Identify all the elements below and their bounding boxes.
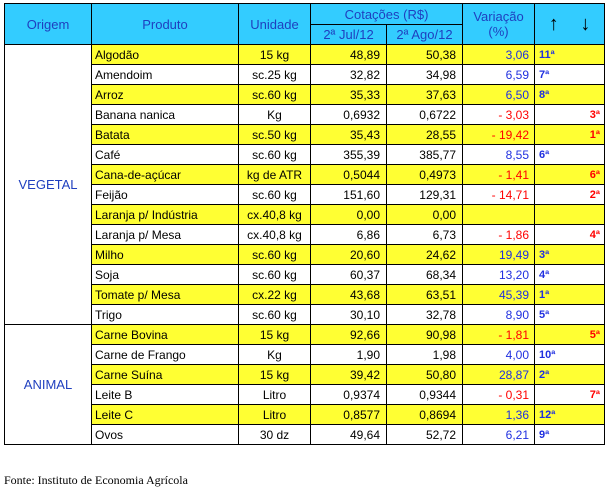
rank-up: 9ª [539,428,550,441]
cell-rank [535,245,605,265]
arrow-up-icon: ↑ [548,12,559,35]
cell-variacao: 3,06 [463,45,535,65]
table-row [5,425,605,445]
table-row [5,325,605,345]
cell-produto: Soja [92,265,239,285]
cell-produto: Batata [92,125,239,145]
table-header [5,4,605,45]
cell-variacao: 8,90 [463,305,535,325]
rank-up: 5ª [539,308,550,321]
cell-rank [535,165,605,185]
group-animal: ANIMAL [5,325,92,445]
table-row [5,65,605,85]
cell-variacao: - 3,03 [463,105,535,125]
cell-ago: 28,55 [387,125,463,145]
cell-jul: 32,82 [311,65,387,85]
cell-ago: 0,8694 [387,405,463,425]
cell-ago: 37,63 [387,85,463,105]
table-row [5,145,605,165]
cell-rank [535,85,605,105]
cell-unidade: sc.60 kg [239,185,311,205]
cell-produto: Arroz [92,85,239,105]
cell-unidade: Kg [239,105,311,125]
cell-produto: Milho [92,245,239,265]
cell-jul: 35,33 [311,85,387,105]
table-row [5,45,605,65]
cell-rank [535,105,605,125]
cell-variacao: 1,36 [463,405,535,425]
cell-rank [535,205,605,225]
cell-rank [535,285,605,305]
rank-down: 1ª [589,128,600,141]
quotes-table [4,3,605,445]
cell-unidade: cx.40,8 kg [239,225,311,245]
cell-unidade: kg de ATR [239,165,311,185]
cell-rank [535,185,605,205]
cell-unidade: 15 kg [239,45,311,65]
cell-rank [535,385,605,405]
rank-up: 12ª [539,408,556,421]
cell-jul: 35,43 [311,125,387,145]
cell-variacao: - 14,71 [463,185,535,205]
cell-ago: 129,31 [387,185,463,205]
cell-ago: 63,51 [387,285,463,305]
rank-down: 4ª [589,228,600,241]
cell-ago: 0,6722 [387,105,463,125]
cell-produto: Laranja p/ Mesa [92,225,239,245]
cell-unidade: cx.40,8 kg [239,205,311,225]
cell-unidade: 15 kg [239,365,311,385]
cell-rank [535,225,605,245]
cell-unidade: 15 kg [239,325,311,345]
cell-produto: Ovos [92,425,239,445]
cell-ago: 385,77 [387,145,463,165]
cell-rank [535,65,605,85]
table-row [5,285,605,305]
cell-variacao: - 1,41 [463,165,535,185]
cell-produto: Algodão [92,45,239,65]
table-row [5,345,605,365]
cell-jul: 1,90 [311,345,387,365]
cell-unidade: sc.60 kg [239,85,311,105]
rank-up: 11ª [539,48,555,61]
rank-up: 1ª [539,288,550,301]
cell-jul: 30,10 [311,305,387,325]
rank-up: 6ª [539,148,550,161]
cell-unidade: sc.60 kg [239,265,311,285]
cell-rank [535,145,605,165]
cell-rank [535,425,605,445]
cell-jul: 0,6932 [311,105,387,125]
cell-variacao: - 0,31 [463,385,535,405]
cell-unidade: 30 dz [239,425,311,445]
table-row [5,365,605,385]
cell-jul: 0,5044 [311,165,387,185]
arrow-down-icon: ↓ [580,12,591,35]
rank-up: 2ª [539,368,550,381]
cell-jul: 60,37 [311,265,387,285]
cell-ago: 68,34 [387,265,463,285]
cell-jul: 355,39 [311,145,387,165]
header-ago: 2ª Ago/12 [387,25,463,45]
cell-unidade: sc.25 kg [239,65,311,85]
rank-down: 3ª [589,108,600,121]
cell-unidade: Litro [239,405,311,425]
cell-produto: Leite C [92,405,239,425]
cell-variacao: - 1,81 [463,325,535,345]
cell-variacao: 6,59 [463,65,535,85]
table-row [5,385,605,405]
cell-ago: 50,38 [387,45,463,65]
table-row [5,405,605,425]
table-row [5,165,605,185]
cell-ago: 34,98 [387,65,463,85]
cell-variacao [463,205,535,225]
table-row [5,265,605,285]
cell-jul: 43,68 [311,285,387,305]
rank-down: 7ª [589,388,600,401]
cell-unidade: sc.60 kg [239,305,311,325]
cell-variacao: 8,55 [463,145,535,165]
cell-variacao: - 19,42 [463,125,535,145]
table-row [5,225,605,245]
header-cotacoes: Cotações (R$) [311,4,463,25]
cell-variacao: 6,50 [463,85,535,105]
rank-down: 5ª [589,328,600,341]
cell-jul: 0,00 [311,205,387,225]
cell-rank [535,405,605,425]
header-rank [535,4,605,45]
cell-produto: Carne Suína [92,365,239,385]
cell-produto: Laranja p/ Indústria [92,205,239,225]
cell-jul: 20,60 [311,245,387,265]
table-body [5,45,605,445]
cell-rank [535,365,605,385]
cell-rank [535,305,605,325]
rank-up: 10ª [539,348,556,361]
table-row [5,245,605,265]
table-row [5,305,605,325]
rank-up: 8ª [539,88,550,101]
cell-ago: 0,4973 [387,165,463,185]
cell-produto: Trigo [92,305,239,325]
cell-ago: 1,98 [387,345,463,365]
group-vegetal: VEGETAL [5,45,92,325]
rank-down: 2ª [589,188,600,201]
cell-produto: Café [92,145,239,165]
cell-unidade: Kg [239,345,311,365]
cell-jul: 6,86 [311,225,387,245]
cell-variacao: 28,87 [463,365,535,385]
rank-down: 6ª [589,168,600,181]
cell-variacao: - 1,86 [463,225,535,245]
cell-ago: 90,98 [387,325,463,345]
header-unidade: Unidade [239,4,311,45]
cell-rank [535,125,605,145]
cell-jul: 49,64 [311,425,387,445]
header-origem: Origem [5,4,92,45]
cell-produto: Cana-de-açúcar [92,165,239,185]
cell-produto: Banana nanica [92,105,239,125]
cell-ago: 24,62 [387,245,463,265]
cell-rank [535,345,605,365]
cell-ago: 6,73 [387,225,463,245]
cell-produto: Feijão [92,185,239,205]
cell-ago: 0,9344 [387,385,463,405]
cell-variacao: 4,00 [463,345,535,365]
header-variacao [463,4,535,45]
table-row [5,85,605,105]
cell-jul: 48,89 [311,45,387,65]
cell-jul: 39,42 [311,365,387,385]
table-row [5,125,605,145]
rank-up: 3ª [539,248,550,261]
header-variacao-label: Variação [473,9,524,24]
cell-jul: 92,66 [311,325,387,345]
cell-variacao: 6,21 [463,425,535,445]
cell-ago: 0,00 [387,205,463,225]
cell-unidade: sc.50 kg [239,125,311,145]
header-produto: Produto [92,4,239,45]
table-row [5,205,605,225]
cell-ago: 32,78 [387,305,463,325]
cell-jul: 0,9374 [311,385,387,405]
rank-up: 4ª [539,268,550,281]
cell-produto: Leite B [92,385,239,405]
cell-produto: Carne Bovina [92,325,239,345]
cell-unidade: Litro [239,385,311,405]
cell-ago: 52,72 [387,425,463,445]
cell-jul: 151,60 [311,185,387,205]
cell-rank [535,45,605,65]
cell-ago: 50,80 [387,365,463,385]
cell-produto: Carne de Frango [92,345,239,365]
rank-up: 7ª [539,68,550,81]
table-row [5,105,605,125]
cell-unidade: sc.60 kg [239,245,311,265]
header-jul: 2ª Jul/12 [311,25,387,45]
cell-produto: Tomate p/ Mesa [92,285,239,305]
cell-rank [535,325,605,345]
header-variacao-unit: (%) [488,24,509,39]
cell-variacao: 45,39 [463,285,535,305]
cell-unidade: sc.60 kg [239,145,311,165]
cell-variacao: 13,20 [463,265,535,285]
cell-variacao: 19,49 [463,245,535,265]
table-row [5,185,605,205]
cell-rank [535,265,605,285]
source-note: Fonte: Instituto de Economia Agrícola [4,473,188,487]
cell-unidade: cx.22 kg [239,285,311,305]
cell-produto: Amendoim [92,65,239,85]
cell-jul: 0,8577 [311,405,387,425]
